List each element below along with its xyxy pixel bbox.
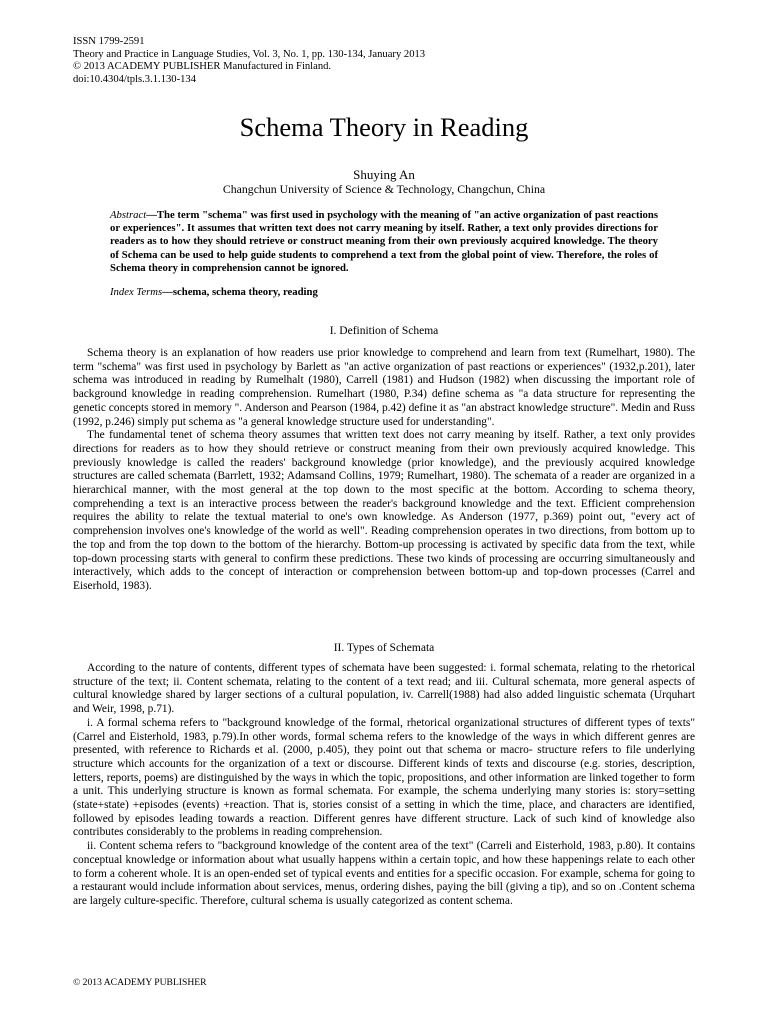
index-terms-text: —schema, schema theory, reading: [162, 286, 318, 298]
abstract-label: Abstract: [110, 209, 147, 221]
abstract: [110, 209, 658, 275]
section-2-paragraph-2: i. A formal schema refers to "background knowledge of the formal, rhetorical organizational structures of different types of texts" (Carrel and Eisterhold, 1983, p.79).In other words, formal schema refers to the knowledge of the ways in which different genres are presented, with reference to Richards et al. (2000, p.405), they point out that schema or macro- structure refers to file underlying structure which accounts for the organization of a text or discourse. Different kinds of texts and discourse (e.g. stories, description, letters, reports, poems) are distinguished by the ways in which the topic, propositions, and other information are linked together to form a unit. This underlying structure is known as formal schemata. For example, the schema underlying many stories is: story=setting (state+state) +episodes (events) +reaction. That is, stories consist of a setting in which the time, place, and characters are identified, followed by episodes leading towards a reaction. Different genres have different structure. Lack of such kind of knowledge also contributes considerably to the problems in reading comprehension.: [73, 716, 695, 839]
copyright-line: © 2013 ACADEMY PUBLISHER Manufactured in Finland.: [73, 61, 332, 73]
section-2-paragraph-3: ii. Content schema refers to "background knowledge of the content area of the text" (Carreli and Eisterhold, 1983, p.80). It contains conceptual knowledge or information about what usually happens within a certain topic, and how these happenings relate to each other to form a coherent whole. It is an open-ended set of typical events and entities for a specific occasion. For example, schema for going to a restaurant would include information about services, menus, ordering dishes, paying the bill (giving a tip), and so on .Content schema are largely culture-specific. Therefore, cultural schema is usually categorized as content schema.: [73, 840, 695, 907]
author-affiliation: Changchun University of Science & Technology, Changchun, China: [222, 182, 546, 196]
section-1-paragraph-1: Schema theory is an explanation of how readers use prior knowledge to comprehend and learn from text (Rumelhart, 1980). The term "schema" was first used in psychology by Barlett as "an active organization of past reactions or experiences" (1932,p.201), later schema was introduced in reading by Rumelhalt (1980), Carrell (1981) and Hudson (1982) when discussing the important role of background knowledge in reading comprehension. Rumelhart (1980, P.34) define schema as "a data structure for representing the genetic concepts stored in memory ". Anderson and Pearson (1984, p.42) define it as "an abstract knowledge structure". Medin and Russ (1992, p.246) simply put schema as "a general knowledge structure used for understanding".: [73, 347, 695, 428]
section-1-heading: I. Definition of Schema: [329, 325, 439, 337]
issn-line: ISSN 1799-2591: [73, 36, 145, 47]
journal-header: [73, 36, 425, 86]
page-footer: © 2013 ACADEMY PUBLISHER: [73, 977, 207, 988]
author-name: Shuying An: [353, 167, 415, 182]
paper-title: Schema Theory in Reading: [239, 112, 529, 142]
index-terms: [110, 286, 658, 299]
section-2-heading: II. Types of Schemata: [333, 642, 435, 654]
section-2-paragraph-1: According to the nature of contents, different types of schemata have been suggested: i. formal schemata, relating to the rhetorical structure of the text; ii. Content schemata, relating to the content of a text read; and iii. Cultural schemata, more general aspects of cultural knowledge shared by larger sections of a cultural population, iv. Carrell(1988) had also added linguistic schemata (Urquhart and Weir, 1998, p.71).: [73, 662, 695, 716]
section-1-paragraph-2: The fundamental tenet of schema theory assumes that written text does not carry meaning by itself. Rather, a text only provides directions for readers as to how they should retrieve or construct meaning from their own previously acquired knowledge. This previously knowledge is called the readers' background knowledge (prior knowledge), and the previously acquired knowledge structures are called schemata (Barrlett, 1932; Adamsand Collins, 1979; Rumelhart, 1980). The schemata of a reader are organized in a hierarchical manner, with the most general at the top down to the most specific at the bottom. According to schema theory, comprehending a text is an interactive process between the reader's background knowledge and the text. Efficient comprehension requires the ability to relate the textual material to one's own knowledge. As Anderson (1977, p.369) point out, "every act of comprehension involves one's knowledge of the world as well". Reading comprehension operates in two directions, from bottom up to the top and from the top down to the bottom of the hierarchy. Bottom-up processing is activated by specific data from the text, while top-down processing starts with general to confirm these predictions. These two kinds of processing are occurring simultaneously and interactively, which adds to the concept of interaction or comprehension between bottom-up and top-down processes (Carrel and Eiserhold, 1983).: [73, 429, 695, 592]
section-2-body: [73, 662, 695, 909]
journal-citation: Theory and Practice in Language Studies, Vol. 3, No. 1, pp. 130-134, January 2013: [73, 48, 426, 60]
abstract-text: —The term "schema" was first used in psychology with the meaning of "an active organization of past reactions or experiences". It assumes that written text does not carry meaning by itself. Rather, a text only provides directions for readers as to how they should retrieve or construct meaning from their own previously acquired knowledge. The theory of Schema can be used to help guide students to comprehend a text from the global point of view. Therefore, the roles of Schema theory in comprehension cannot be ignored.: [110, 209, 658, 274]
doi-line: doi:10.4304/tpls.3.1.130-134: [73, 73, 197, 85]
section-1-body: [73, 347, 695, 594]
index-terms-label: Index Terms: [110, 286, 163, 298]
